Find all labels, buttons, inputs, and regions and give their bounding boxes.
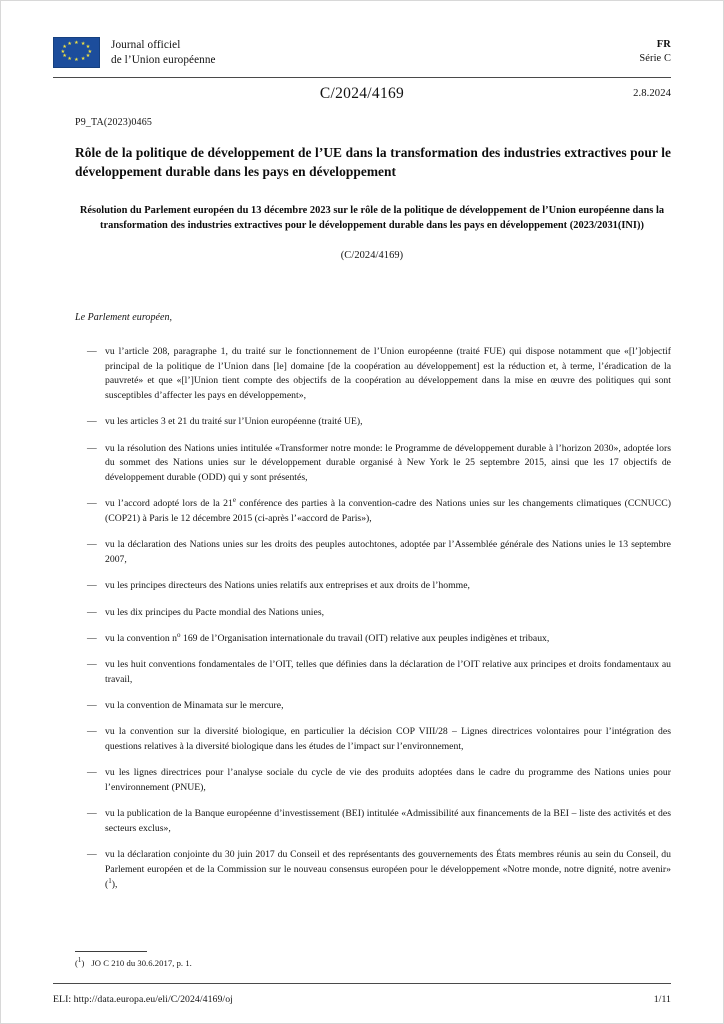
citation-dash-marker: —	[87, 416, 97, 428]
footnote-separator	[75, 951, 147, 952]
citation-text: vu la convention de Minamata sur le mercure,	[105, 699, 284, 711]
footnote-marker: ($^1$)	[75, 956, 85, 968]
citation-text: vu l’accord adopté lors de la 21e conférence des parties à la convention-cadre des Nations unies sur les changements climatiques (CCNUCC) (COP21) à Paris le 12 décembre 2015 (ci-après l’«accord de Paris»),	[105, 496, 671, 525]
publication-date: 2.8.2024	[633, 88, 671, 99]
citation-item	[75, 579, 671, 594]
citation-text: vu la résolution des Nations unies intitulée «Transformer notre monde: le Programme de développement durable à l’horizon 2030», adoptée lors du sommet des Nations unies sur le développement durable organisé à New York le 25 septembre 2015, ainsi que les 17 objectifs de développement durable (ODD) qui y sont présentés,	[105, 442, 671, 484]
citation-text: vu les principes directeurs des Nations unies relatifs aux entreprises et aux droits de l’homme,	[105, 580, 470, 592]
citation-dash-marker: —	[87, 726, 97, 738]
footer-rule	[53, 983, 671, 984]
citation-dash-marker: —	[87, 699, 97, 711]
preamble-text: Le Parlement européen,	[75, 312, 173, 323]
citation-item	[75, 699, 671, 714]
citation-dash-marker: —	[87, 849, 97, 861]
eu-flag-icon	[53, 37, 100, 68]
citation-dash-marker: —	[87, 767, 97, 779]
citation-dash-marker: —	[87, 632, 97, 644]
citation-item	[75, 497, 671, 526]
citation-dash-marker: —	[87, 808, 97, 820]
journal-title-line2: de l’Union européenne	[111, 53, 216, 66]
citation-dash-marker: —	[87, 442, 97, 454]
citation-item	[75, 807, 671, 836]
document-id: C/2024/4169	[319, 85, 405, 102]
citation-item	[75, 632, 671, 647]
citation-item	[75, 606, 671, 621]
citation-item	[75, 725, 671, 754]
footnote	[75, 957, 671, 969]
reference-code: P9_TA(2023)0465	[75, 117, 153, 128]
document-body	[75, 311, 671, 945]
citation-item	[75, 538, 671, 567]
header-rule	[53, 77, 671, 78]
series-label: Série C	[639, 53, 671, 65]
citation-text: vu les dix principes du Pacte mondial des Nations unies,	[105, 606, 325, 618]
document-id-row	[53, 85, 671, 103]
citation-text: vu les lignes directrices pour l’analyse sociale du cycle de vie des produits adoptées dans le cadre du programme des Nations unies pour l’environnement (PNUE),	[105, 767, 671, 793]
document-subtitle: Résolution du Parlement européen du 13 décembre 2023 sur le rôle de la politique de développement de l’Union européenne dans la transformation des industries extractives pour le développement durable dans les pays en développement (2023/2031(INI))	[79, 205, 665, 232]
citation-item	[75, 442, 671, 486]
eli-link[interactable]: ELI: http://data.europa.eu/eli/C/2024/4169/oj	[53, 994, 233, 1005]
citation-item	[75, 766, 671, 795]
citation-item	[75, 658, 671, 687]
masthead-left	[53, 37, 216, 68]
citation-text: vu la convention $n^o$ 169 de l’Organisation internationale du travail (OIT) relative aux peuples indigènes et tribaux,	[105, 630, 550, 644]
citation-dash-marker: —	[87, 580, 97, 592]
citation-dash-marker: —	[87, 606, 97, 618]
citation-text: vu les articles 3 et 21 du traité sur l’Union européenne (traité UE),	[105, 416, 363, 428]
page-footer	[53, 994, 671, 1005]
citation-item	[75, 848, 671, 892]
citation-dash-marker: —	[87, 659, 97, 671]
citation-text: vu la déclaration des Nations unies sur les droits des peuples autochtones, adoptée par l’Assemblée générale des Nations unies le 13 septembre 2007,	[105, 539, 671, 566]
citation-dash-marker: —	[87, 498, 97, 510]
citation-item	[75, 345, 671, 404]
page-number: 1/11	[653, 994, 671, 1005]
masthead-right	[639, 37, 671, 66]
footnote-area	[75, 951, 671, 969]
language-code: FR	[656, 39, 671, 50]
masthead	[53, 37, 671, 68]
citation-dash-marker: —	[87, 346, 97, 357]
footnote-text: JO C 210 du 30.6.2017, p. 1.	[91, 957, 192, 968]
citation-list	[75, 345, 671, 892]
citation-item	[75, 415, 671, 430]
page-title: Rôle de la politique de développement de l’UE dans la transformation des industries extractives pour le développement durable dans les pays en développement	[75, 145, 671, 180]
citation-text: vu les huit conventions fondamentales de l’OIT, telles que définies dans la déclaration de l’OIT relative aux principes et droits fondamentaux au travail,	[105, 659, 671, 685]
journal-title	[111, 38, 216, 68]
citation-text: vu la déclaration conjointe du 30 juin 2017 du Conseil et des représentants des gouvernements des États membres réunis au sein du Conseil, du Parlement européen et de la Commission sur le nouveau consensus européen pour le développement «Notre monde, notre dignité, notre avenir» ($^1$),	[105, 849, 671, 890]
subtitle-block	[75, 203, 669, 261]
citation-dash-marker: —	[87, 539, 97, 551]
journal-title-line1: Journal officiel	[111, 38, 181, 51]
citation-text: vu l’article 208, paragraphe 1, du traité sur le fonctionnement de l’Union européenne (traité FUE) qui dispose notamment que «[l’]objectif principal de la politique de l’Union dans [le] domaine [de la coopération au développement] est la réduction et, à terme, l’éradication de la pauvreté» et que «[l’]Union tient compte des objectifs de la coopération au développement dans la mise en œuvre des politiques qui sont susceptibles d’affecter les pays en développement»,	[105, 346, 671, 402]
citation-text: vu la convention sur la diversité biologique, en particulier la décision COP VIII/28 – Lignes directrices volontaires pour l’intégration des questions relatives à la diversité biologique dans les études de l’impact sur l’environnement,	[105, 726, 671, 752]
document-sub-id: (C/2024/4169)	[340, 249, 404, 261]
citation-text: vu la publication de la Banque européenne d’investissement (BEI) intitulée «Admissibilité aux financements de la BEI – liste des activités et des secteurs exclus»,	[105, 808, 671, 834]
title-block	[75, 143, 671, 181]
